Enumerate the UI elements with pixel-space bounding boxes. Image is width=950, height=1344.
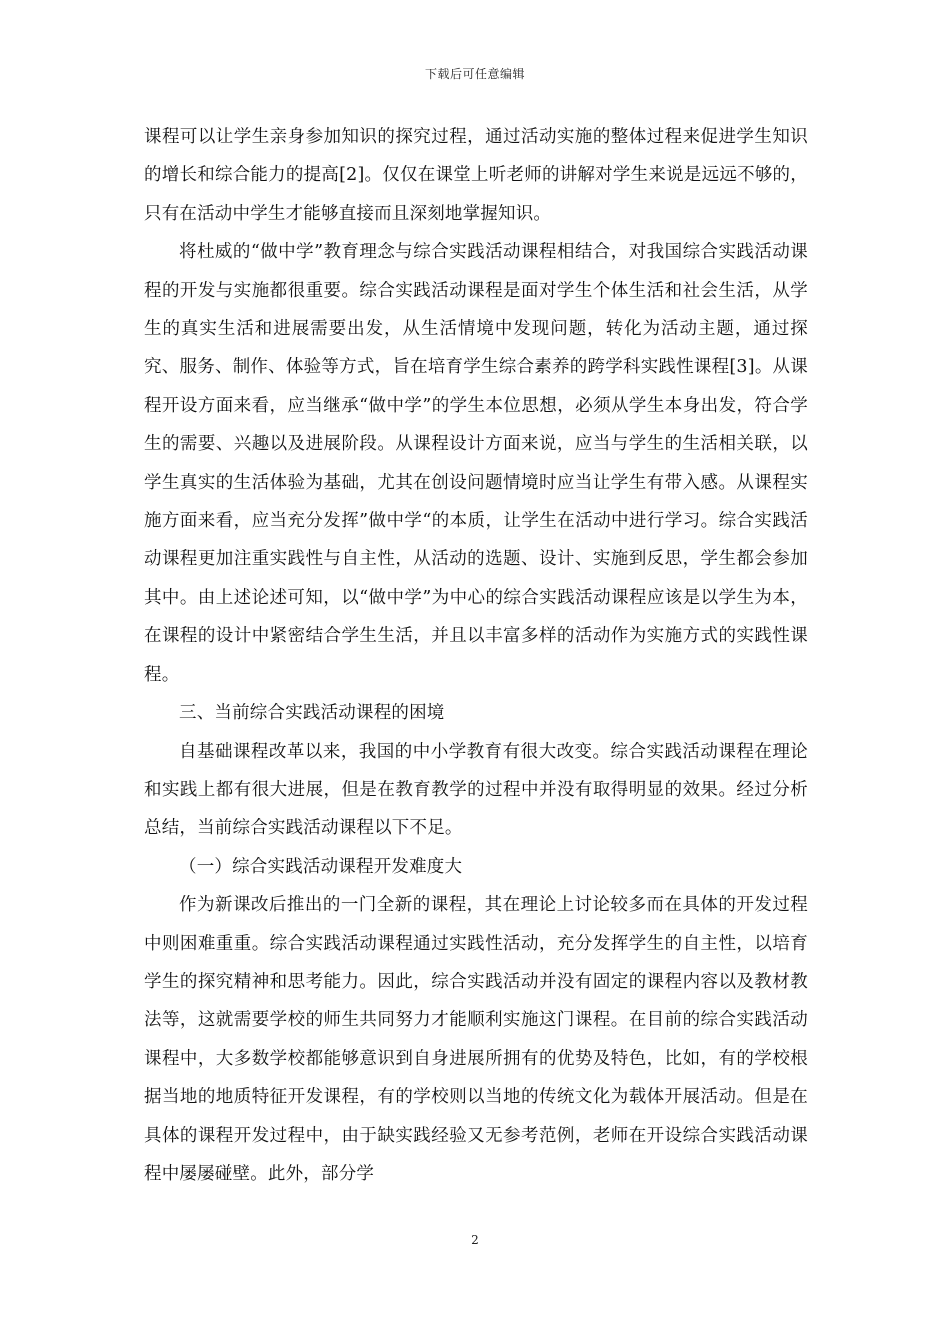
page-header: 下载后可任意编辑	[424, 67, 525, 81]
subsection-heading: （一）综合实践活动课程开发难度大	[179, 856, 463, 877]
page-number: 2	[471, 1233, 479, 1247]
paragraph-reform: 自基础课程改革以来，我国的中小学教育有很大改变。综合实践活动课程在理论和实践上都有很大进展，但是在教育教学的过程中并没有取得明显的效果。经过分析总结，当前综合实践活动课程以下不足。	[144, 741, 808, 839]
document-body	[144, 118, 808, 1193]
paragraph-development: 作为新课改后推出的一门全新的课程，其在理论上讨论较多而在具体的开发过程中则困难重重。综合实践活动课程通过实践性活动，充分发挥学生的自主性，以培育学生的探究精神和思考能力。因此，综合实践活动并没有固定的课程内容以及教材教法等，这就需要学校的师生共同努力才能顺利实施这门课程。在目前的综合实践活动课程中，大多数学校都能够意识到自身进展所拥有的优势及特色，比如，有的学校根据当地的地质特征开发课程，有的学校则以当地的传统文化为载体开展活动。但是在具体的课程开发过程中，由于缺实践经验又无参考范例，老师在开设综合实践活动课程中屡屡碰壁。此外，部分学	[144, 895, 808, 1184]
paragraph-dewey: 将杜威的“做中学”教育理念与综合实践活动课程相结合，对我国综合实践活动课程的开发与实施都很重要。综合实践活动课程是面对学生个体生活和社会生活，从学生的真实生活和进展需要出发，从生活情境中发现问题，转化为活动主题，通过探究、服务、制作、体验等方式，旨在培育学生综合素养的跨学科实践性课程[3]。从课程开设方面来看，应当继承“做中学”的学生本位思想，必须从学生本身出发，符合学生的需要、兴趣以及进展阶段。从课程设计方面来说，应当与学生的生活相关联，以学生真实的生活体验为基础，尤其在创设问题情境时应当让学生有带入感。从课程实施方面来看，应当充分发挥”做中学“的本质，让学生在活动中进行学习。综合实践活动课程更加注重实践性与自主性，从活动的选题、设计、实施到反思，学生都会参加其中。由上述论述可知，以“做中学”为中心的综合实践活动课程应该是以学生为本，在课程的设计中紧密结合学生生活，并且以丰富多样的活动作为实施方式的实践性课程。	[144, 242, 808, 685]
paragraph-continuation: 课程可以让学生亲身参加知识的探究过程，通过活动实施的整体过程来促进学生知识的增长和综合能力的提高[2]。仅仅在课堂上听老师的讲解对学生来说是远远不够的，只有在活动中学生才能够直接而且深刻地掌握知识。	[144, 127, 808, 224]
section-heading: 三、当前综合实践活动课程的困境	[179, 703, 445, 724]
